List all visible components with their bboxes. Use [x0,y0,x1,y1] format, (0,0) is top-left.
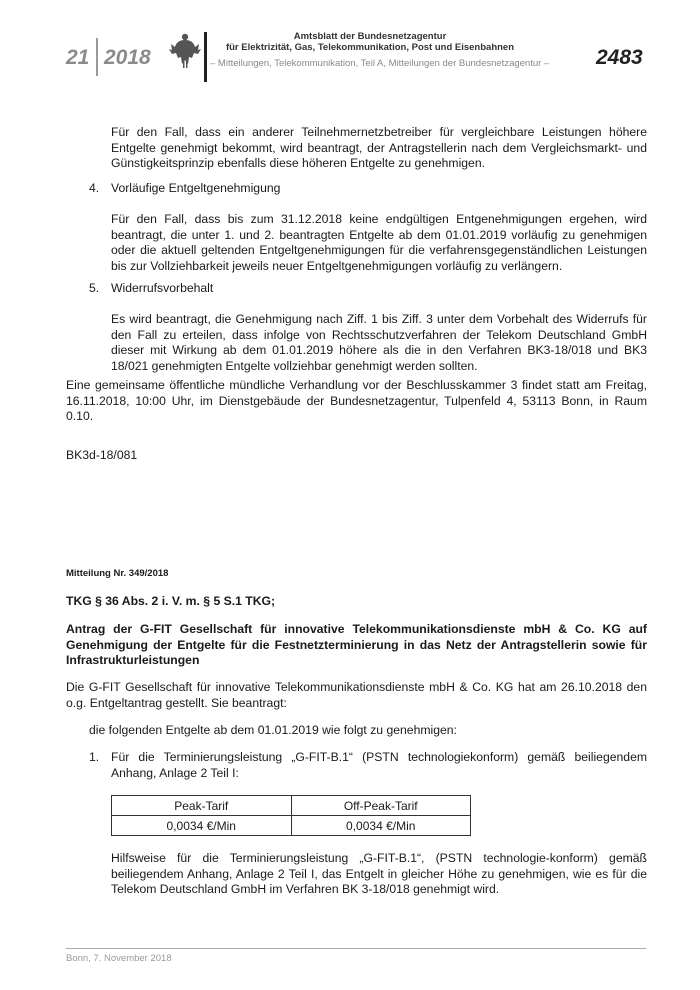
page-number: 2483 [596,46,643,69]
issue-year: 2018 [104,46,151,69]
item-1-number: 1. [89,750,100,764]
reference-number: BK3d-18/081 [66,448,138,462]
peak-tariff-value: 0,0034 €/Min [112,816,292,836]
legal-basis-heading: TKG § 36 Abs. 2 i. V. m. § 5 S.1 TKG; [66,594,276,608]
intro-paragraph: Die G-FIT Gesellschaft für innovative Telekommunikationsdienste mbH & Co. KG hat am 26.10.2018 den o.g. Entgeltantrag gestellt. Sie beantragt: [66,680,647,710]
item-1-text: Für die Terminierungsleistung „G-FIT-B.1“ (PSTN technologiekonform) gemäß beiliegendem Anhang, Anlage 2 Teil I: [111,750,647,780]
item-5-number: 5. [89,281,100,295]
notice-number: Mitteilung Nr. 349/2018 [66,568,169,579]
item-4-number: 4. [89,181,100,195]
lead-sentence: die folgenden Entgelte ab dem 01.01.2019 wie folgt zu genehmigen: [89,723,457,737]
fallback-paragraph: Hilfsweise für die Terminierungsleistung „G-FIT-B.1“, (PSTN technologie-konform) gemäß beiliegendem Anhang, Anlage 2 Teil I, das Entgelt in gleicher Höhe zu genehmigen, wie es für die Telekom Deutschland GmbH im Verfahren BK 3-18/018 genehmigt wird. [111,851,647,896]
off-peak-tariff-header: Off-Peak-Tarif [291,796,471,816]
issue-number: 21 [66,46,90,69]
item-5-title: Widerrufsvorbehalt [111,281,214,295]
item-4-text: Für den Fall, dass bis zum 31.12.2018 keine endgültigen Entgenehmigungen ergehen, wird beantragt, die unter 1. und 2. beantragten Entgelte ab dem 01.01.2019 vorläufig zu genehmigen oder die aktuell geltenden Entgeltgenehmigungen für die verfahrensgegenständlichen Leistungen bis zur Vollziehbarkeit jeweils neuer Entgeltgenehmigungen vorläufig zu verlängern. [111,212,647,273]
section-subtitle: – Mitteilungen, Telekommunikation, Teil A, Mitteilungen der Bundesnetzagentur – [210,58,550,69]
tariff-table [111,795,471,836]
peak-tariff-header: Peak-Tarif [112,796,292,816]
gazette-subtitle: für Elektrizität, Gas, Telekommunikation, Post und Eisenbahnen [225,42,515,53]
application-heading: Antrag der G-FIT Gesellschaft für innovative Telekommunikationsdienste mbH & Co. KG auf Genehmigung der Entgelte für die Festnetzterminierung in das Netz der Antragstellerin sowie für Infrastrukturleistungen [66,622,647,667]
footer-date: Bonn, 7. November 2018 [66,953,172,964]
item-4-title: Vorläufige Entgeltgenehmigung [111,181,281,195]
table-row [112,816,471,836]
off-peak-tariff-value: 0,0034 €/Min [291,816,471,836]
comparison-paragraph: Für den Fall, dass ein anderer Teilnehmernetzbetreiber für vergleichbare Leistungen höhere Entgelte genehmigt bekommt, wird beantragt, der Antragstellerin nach dem Vergleichsmarkt- und Günstigkeitsprinzip ebenfalls diese höheren Entgelte zu genehmigen. [111,125,647,170]
item-5-text: Es wird beantragt, die Genehmigung nach Ziff. 1 bis Ziff. 3 unter dem Vorbehalt des Widerrufs für den Fall zu erteilen, dass infolge von Rechtsschutzverfahren der Telekom Deutschland GmbH dieser mit Wirkung ab dem 01.01.2019 höhere als die in den Verfahren BK3-18/018 und BK3 18/021 genehmigten Entgelte vollziehbar genehmigt werden sollten. [111,312,647,373]
footer-divider [66,948,646,949]
hearing-paragraph: Eine gemeinsame öffentliche mündliche Verhandlung vor der Beschlusskammer 3 findet statt am Freitag, 16.11.2018, 10:00 Uhr, im Dienstgebäude der Bundesnetzagentur, Tulpenfeld 4, 53113 Bonn, in Raum 0.10. [66,378,647,423]
table-header-row [112,796,471,816]
gazette-title: Amtsblatt der Bundesnetzagentur [293,31,447,42]
